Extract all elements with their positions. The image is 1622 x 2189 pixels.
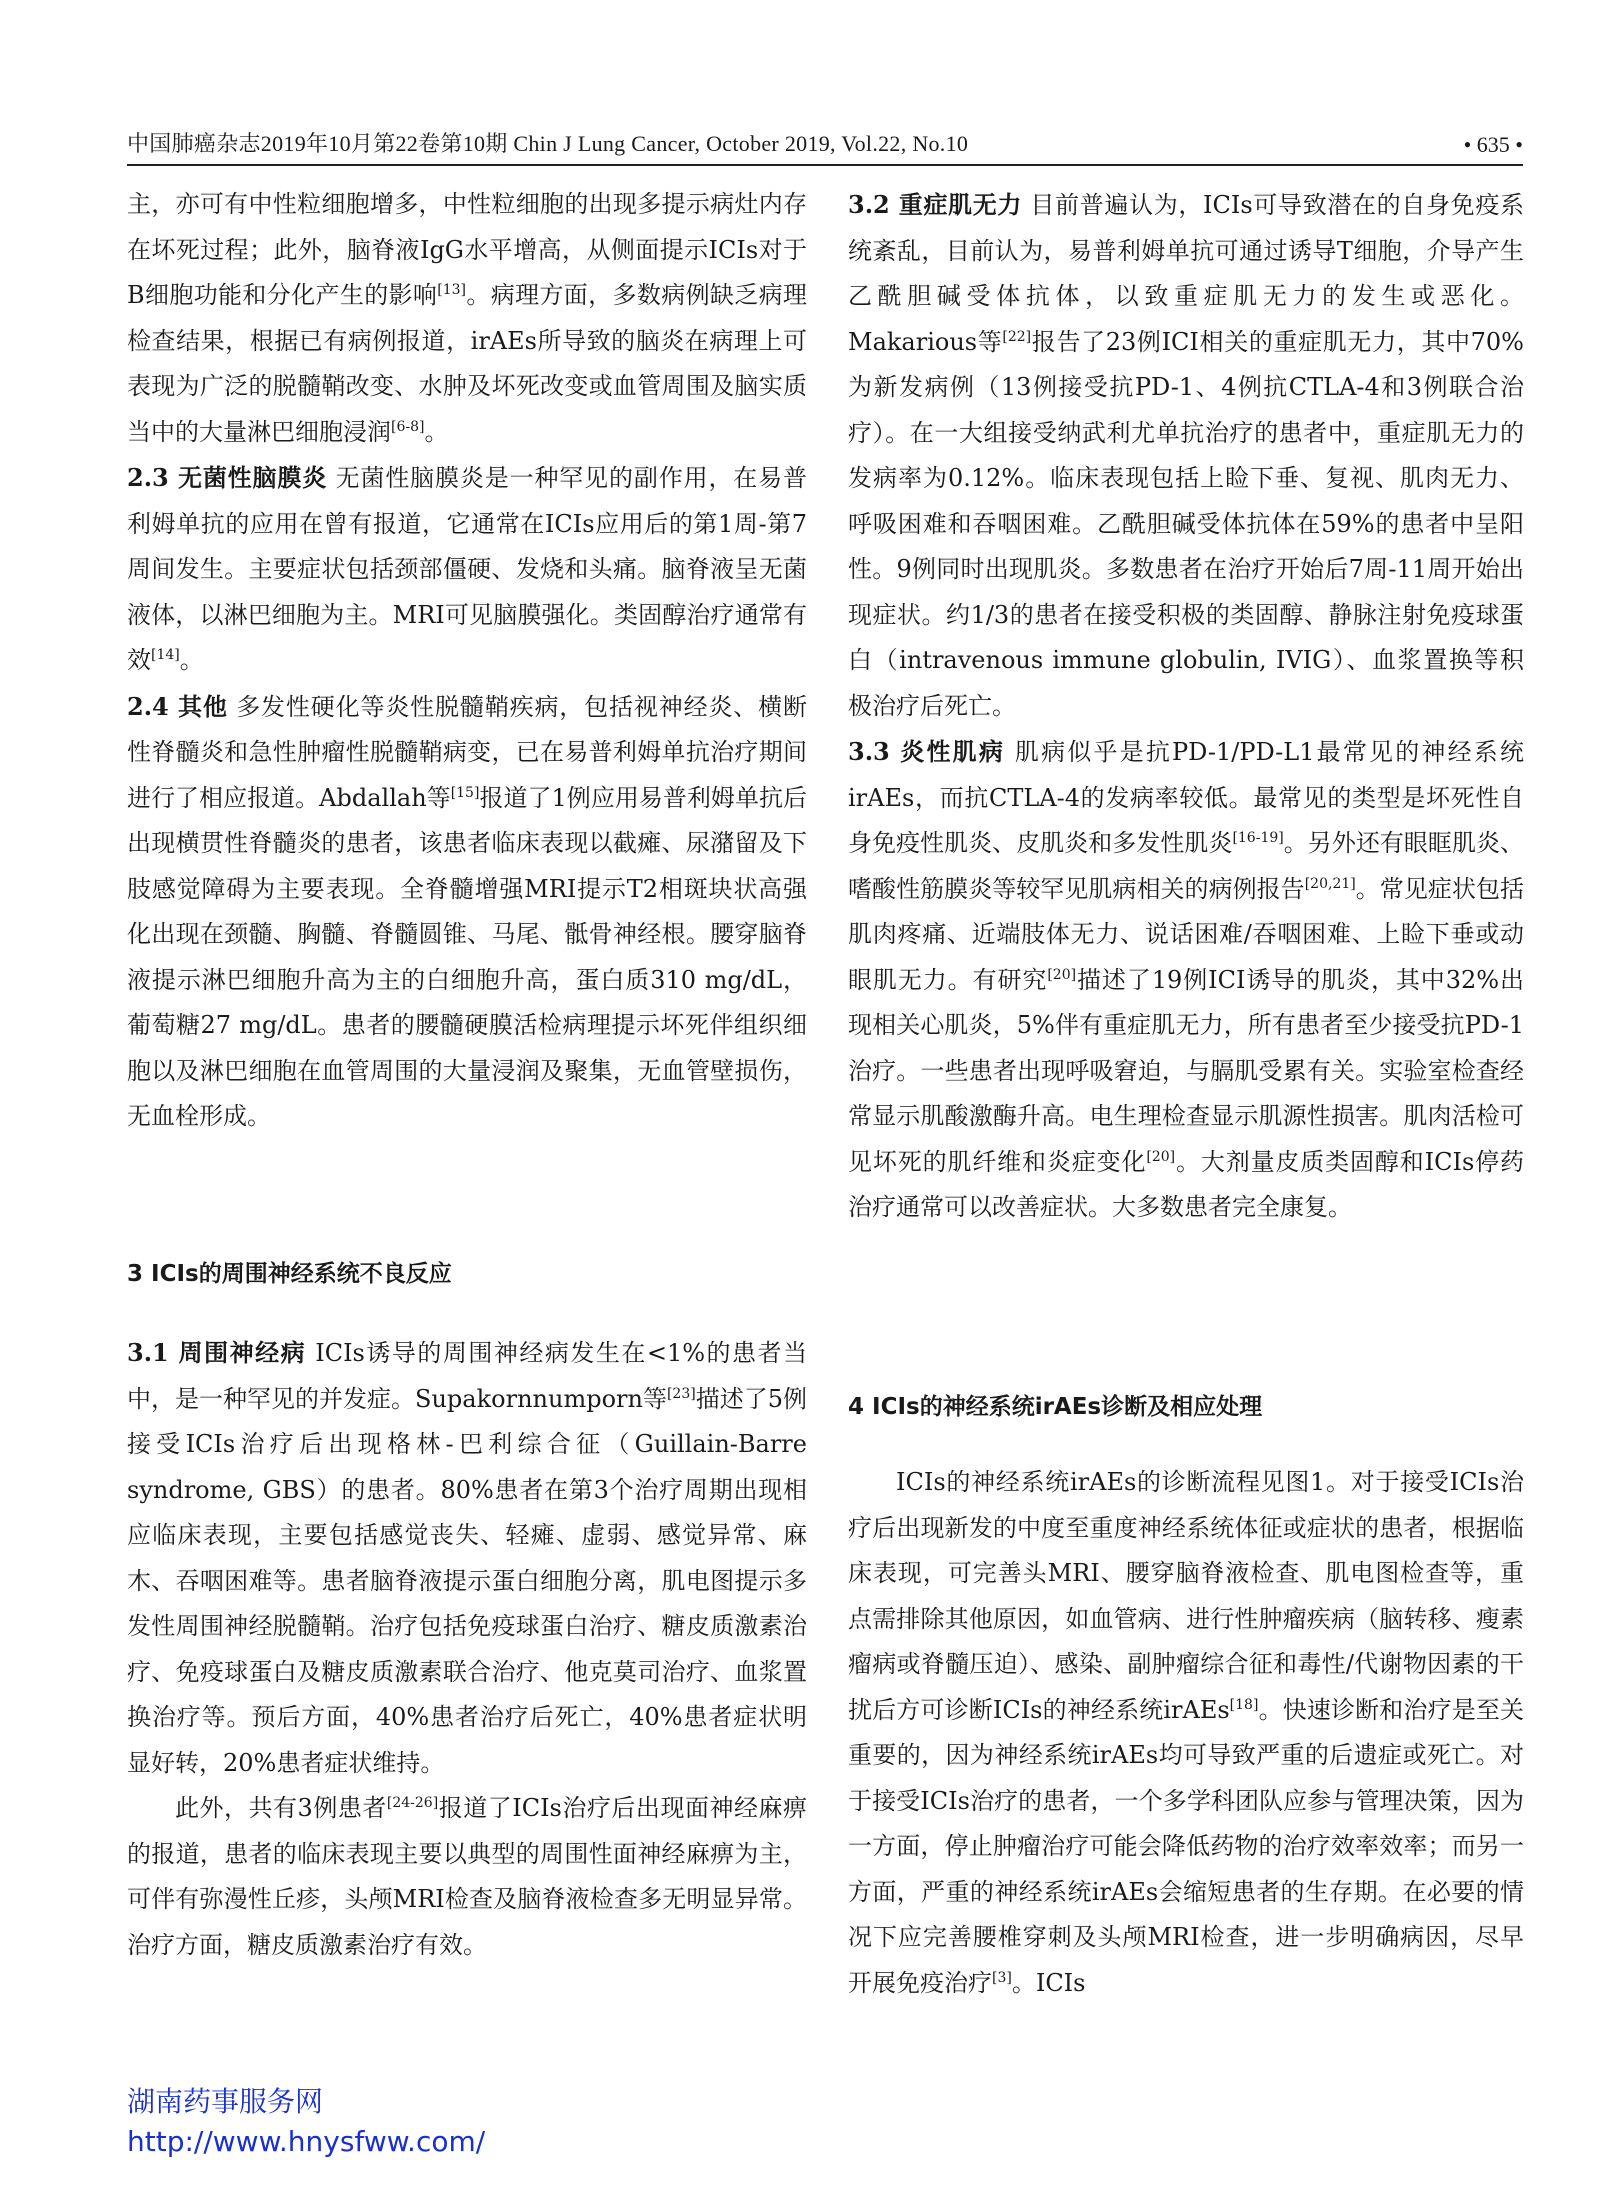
citation: [13]	[437, 282, 467, 298]
citation: [14]	[151, 647, 180, 663]
right-column-bottom	[848, 1460, 1524, 2006]
citation: [3]	[992, 1969, 1012, 1986]
citation: [22]	[1002, 328, 1032, 345]
section-4-title: 4 ICIs的神经系统irAEs诊断及相应处理	[848, 1394, 1263, 1420]
section-heading: 3.2 重症肌无力	[848, 190, 1023, 219]
watermark-site-name: 湖南药事服务网	[127, 2085, 324, 2118]
section-3-title: 3 ICIs的周围神经系统不良反应	[127, 1261, 452, 1287]
section-3-1: 3.1 周围神经病 ICIs诱导的周围神经病发生在<1%的患者当中，是一种罕见的并发症。Supakornnumporn等[23]描述了5例接受ICIs治疗后出现格林-巴利综合征（Guillain-Barre syndrome, GBS）的患者。80%患者在第3个治疗周期出现相应临床表现，主要包括感觉丧失、轻瘫、虚弱、感觉异常、麻木、吞咽困难等。患者脑脊液提示蛋白细胞分离，肌电图提示多发性周围神经脱髓鞘。治疗包括免疫球蛋白治疗、糖皮质激素治疗、免疫球蛋白及糖皮质激素联合治疗、他克莫司治疗、血浆置换治疗等。预后方面，40%患者治疗后死亡，40%患者症状明显好转，20%患者症状维持。	[127, 1338, 808, 1777]
page-number: • 635 •	[1463, 132, 1523, 157]
section-3-2: 3.2 重症肌无力 目前普遍认为，ICIs可导致潜在的自身免疫系统紊乱，目前认为，易普利姆单抗可通过诱导T细胞，介导产生乙酰胆碱受体抗体，以致重症肌无力的发生或恶化。Makarious等[22]报告了23例ICI相关的重症肌无力，其中70%为新发病例（13例接受抗PD-1、4例抗CTLA-4和3例联合治疗）。在一大组接受纳武利尤单抗治疗的患者中，重症肌无力的发病率为0.12%。临床表现包括上睑下垂、复视、肌肉无力、呼吸困难和吞咽困难。乙酰胆碱受体抗体在59%的患者中呈阳性。9例同时出现肌炎。多数患者在治疗开始后7周-11周开始出现症状。约1/3的患者在接受积极的类固醇、静脉注射免疫球蛋白（intravenous immune globulin, IVIG）、血浆置换等积极治疗后死亡。	[848, 190, 1525, 720]
paragraph-encephalitis-cont: 主，亦可有中性粒细胞增多，中性粒细胞的出现多提示病灶内存在坏死过程；此外，脑脊液IgG水平增高，从侧面提示ICIs对于B细胞功能和分化产生的影响[13]。病理方面，多数病例缺乏病理检查结果，根据已有病例报道，irAEs所导致的脑炎在病理上可表现为广泛的脱髓鞘改变、水肿及坏死改变或血管周围及脑实质当中的大量淋巴细胞浸润[6-8]。	[127, 190, 807, 446]
section-heading: 2.4 其他	[127, 691, 228, 721]
journal-citation: 中国肺癌杂志2019年10月第22卷第10期 Chin J Lung Cancer, October 2019, Vol.22, No.10	[127, 131, 969, 156]
citation: [18]	[1229, 1696, 1259, 1713]
watermark-url[interactable]: http://www.hnysfww.com/	[127, 2125, 486, 2158]
citation: [20]	[1047, 966, 1077, 983]
section-heading: 2.3 无菌性脑膜炎	[127, 463, 328, 492]
section-2-3: 2.3 无菌性脑膜炎 无菌性脑膜炎是一种罕见的副作用，在易普利姆单抗的应用在曾有报道，它通常在ICIs应用后的第1周-第7周间发生。主要症状包括颈部僵硬、发烧和头痛。脑脊液呈无菌液体，以淋巴细胞为主。MRI可见脑膜强化。类固醇治疗通常有效[14]。	[127, 463, 808, 674]
citation: [15]	[450, 784, 480, 801]
section-3-3: 3.3 炎性肌病 肌病似乎是抗PD-1/PD-L1最常见的神经系统irAEs，而抗CTLA-4的发病率较低。最常见的类型是坏死性自身免疫性肌炎、皮肌炎和多发性肌炎[16-19]。另外还有眼眶肌炎、嗜酸性筋膜炎等较罕见肌病相关的病例报告[20,21]。常见症状包括肌肉疼痛、近端肢体无力、说话困难/吞咽困难、上睑下垂或动眼肌无力。有研究[20]描述了19例ICI诱导的肌炎，其中32%出现相关心肌炎，5%伴有重症肌无力，所有患者至少接受抗PD-1治疗。一些患者出现呼吸窘迫，与膈肌受累有关。实验室检查经常显示肌酸激酶升高。电生理检查显示肌源性损害。肌肉活检可见坏死的肌纤维和炎症变化[20]。大剂量皮质类固醇和ICIs停药治疗通常可以改善症状。大多数患者完全康复。	[848, 737, 1525, 1221]
section-heading: 3.3 炎性肌病	[848, 737, 1006, 766]
paragraph-facial-palsy: 此外，共有3例患者[24-26]报道了ICIs治疗后出现面神经麻痹的报道，患者的临床表现主要以典型的周围性面神经麻痹为主，可伴有弥漫性丘疹，头颅MRI检查及脑脊液检查多无明显异常。治疗方面，糖皮质激素治疗有效。	[127, 1794, 807, 1959]
citation: [16-19]	[1232, 830, 1284, 846]
citation: [23]	[666, 1385, 696, 1402]
section-heading: 3.1 周围神经病	[127, 1338, 307, 1367]
left-column-top	[127, 182, 807, 1140]
section-2-4: 2.4 其他 多发性硬化等炎性脱髓鞘疾病，包括视神经炎、横断性脊髓炎和急性肿瘤性脱髓鞘病变，已在易普利姆单抗治疗期间进行了相应报道。Abdallah等[15]报道了1例应用易普利姆单抗后出现横贯性脊髓炎的患者，该患者临床表现以截瘫、尿潴留及下肢感觉障碍为主要表现。全脊髓增强MRI提示T2相斑块状高强化出现在颈髓、胸髓、脊髓圆锥、马尾、骶骨神经根。腰穿脑脊液提示淋巴细胞升高为主的白细胞升高，蛋白质310 mg/dL，葡萄糖27 mg/dL。患者的腰髓硬膜活检病理提示坏死伴组织细胞以及淋巴细胞在血管周围的大量浸润及聚集，无血管壁损伤，无血栓形成。	[127, 691, 808, 1130]
watermark	[127, 2082, 485, 2162]
citation: [24-26]	[386, 1795, 439, 1811]
left-column-bottom	[127, 1330, 807, 1968]
paragraph-diagnosis: ICIs的神经系统irAEs的诊断流程见图1。对于接受ICIs治疗后出现新发的中度至重度神经系统体征或症状的患者，根据临床表现，可完善头MRI、腰穿脑脊液检查、肌电图检查等，重点需排除其他原因，如血管病、进行性肿瘤疾病（脑转移、瘦素瘤病或脊髓压迫）、感染、副肿瘤综合征和毒性/代谢物因素的干扰后方可诊断ICIs的神经系统irAEs[18]。快速诊断和治疗是至关重要的，因为神经系统irAEs均可导致严重的后遗症或死亡。对于接受ICIs治疗的患者，一个多学科团队应参与管理决策，因为一方面，停止肿瘤治疗可能会降低药物的治疗效率效率；而另一方面，严重的神经系统irAEs会缩短患者的生存期。在必要的情况下应完善腰椎穿刺及头颅MRI检查，进一步明确病因，尽早开展免疫治疗[3]。ICIs	[848, 1468, 1524, 1997]
citation: [6-8]	[391, 418, 425, 435]
right-column-top	[848, 182, 1524, 1231]
citation: [20]	[1146, 1148, 1176, 1165]
running-header	[127, 128, 1523, 166]
citation: [20,21]	[1304, 875, 1356, 892]
